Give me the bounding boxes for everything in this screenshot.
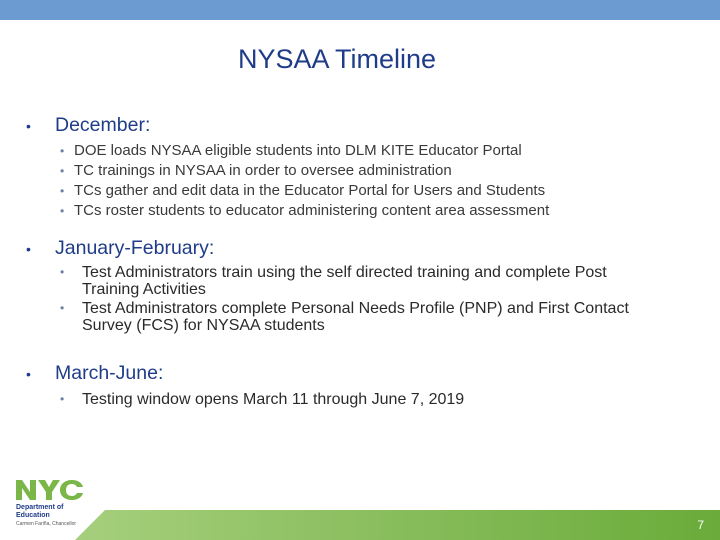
list-item [52,161,549,181]
bullet-icon: • [60,204,65,218]
logo-line-1: Department of [16,504,64,511]
section-heading [26,114,549,137]
logo-tagline: Carmen Fariña, Chancellor [16,521,77,527]
list-item [52,141,549,161]
section-march-june [26,362,642,410]
sub-list [52,141,549,221]
footer-green-band [0,510,720,540]
section-december [26,114,549,221]
section-heading [26,362,642,385]
logo-line-2: Education [16,512,50,519]
list-item-text: DOE loads NYSAA eligible students into DLM KITE Educator Portal [74,142,522,159]
list-item [52,181,549,201]
top-accent-bar [0,0,720,20]
list-item-text: TCs gather and edit data in the Educator Portal for Users and Students [74,182,546,199]
bullet-icon: • [26,241,31,257]
section-heading-label: January-February: [55,237,215,259]
list-item-text: TC trainings in NYSAA in order to oversee administration [74,162,452,179]
list-item-text: Test Administrators complete Personal Needs Profile (PNP) and First Contact Survey (FCS) for NYSAA students [82,300,629,334]
list-item-text: Testing window opens March 11 through June 7, 2019 [82,391,465,408]
section-january-february [26,237,642,336]
bullet-icon: • [60,265,65,279]
sub-list [52,264,642,334]
section-heading-label: March-June: [55,362,164,384]
bullet-icon: • [26,118,31,134]
list-item [52,264,642,298]
list-item [52,391,642,408]
page-number: 7 [697,518,704,532]
bullet-icon: • [60,164,65,178]
list-item [52,201,549,221]
list-item-text: TCs roster students to educator administering content area assessment [74,202,550,219]
bullet-icon: • [26,366,31,382]
section-heading-label: December: [55,114,151,136]
bullet-icon: • [60,392,65,406]
bullet-icon: • [60,144,65,158]
bullet-icon: • [60,184,65,198]
list-item-text: Test Administrators train using the self directed training and complete Post Training Activities [82,264,607,298]
slide-title: NYSAA Timeline [237,44,437,74]
list-item [52,300,642,334]
section-heading [26,237,642,260]
bullet-icon: • [60,301,65,315]
sub-list [52,391,642,408]
